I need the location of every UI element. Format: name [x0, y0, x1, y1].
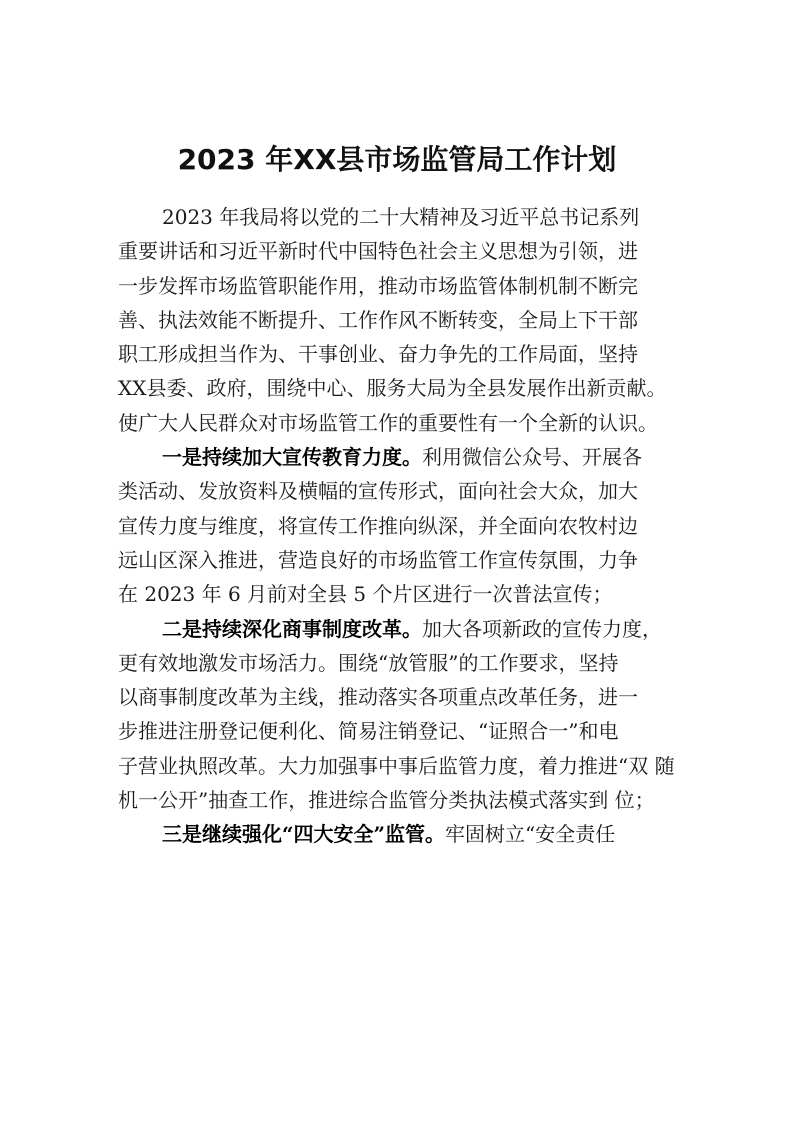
line-text: 以商事制度改革为主线，推动落实各项重点改革任务，进一 — [118, 685, 638, 710]
line-text: XX县委、政府，围绕中心、服务大局为全县发展作出新贡献。 — [118, 376, 667, 401]
line-text: 宣传力度与维度，将宣传工作推向纵深，并全面向农牧村边 — [118, 513, 638, 538]
text-line-p1-2 — [118, 474, 688, 508]
text-line-intro-7 — [118, 406, 688, 440]
line-text: 使广大人民群众对市场监管工作的重要性有一个全新的认识。 — [118, 410, 658, 435]
text-line-p3-1 — [118, 817, 688, 851]
section-heading: 三是继续强化“四大安全”监管。 — [162, 822, 446, 847]
line-text: 类活动、发放资料及横幅的宣传形式，面向社会大众，加大 — [118, 479, 638, 504]
line-text: 善、执法效能不断提升、工作作风不断转变，全局上下干部 — [118, 307, 638, 332]
text-line-intro-1 — [118, 200, 688, 234]
line-text: 一步发挥市场监管职能作用，推动市场监管体制机制不断完 — [118, 273, 638, 298]
text-line-p1-5 — [118, 577, 688, 611]
line-text: 利用微信公众号、开展各 — [422, 445, 642, 470]
text-line-p2-6 — [118, 783, 688, 817]
text-line-p2-5 — [118, 749, 688, 783]
line-text: 重要讲话和习近平新时代中国特色社会主义思想为引领，进 — [118, 239, 638, 264]
line-text: 在 2023 年 6 月前对全县 5 个片区进行一次普法宣传； — [118, 582, 613, 607]
text-line-intro-6 — [118, 371, 688, 405]
text-line-p2-2 — [118, 646, 688, 680]
document-body — [118, 200, 688, 852]
line-text: 职工形成担当作为、干事创业、奋力争先的工作局面，坚持 — [118, 342, 638, 367]
line-text: 步推进注册登记便利化、简易注销登记、“证照合一”和电 — [118, 719, 619, 744]
section-heading: 二是持续深化商事制度改革。 — [162, 616, 422, 641]
text-line-p1-4 — [118, 543, 688, 577]
text-line-intro-3 — [118, 269, 688, 303]
text-line-p2-3 — [118, 680, 688, 714]
line-text: 加大各项新政的宣传力度， — [422, 616, 662, 641]
text-line-intro-2 — [118, 234, 688, 268]
text-line-intro-5 — [118, 337, 688, 371]
text-line-p2-1 — [118, 612, 688, 646]
line-text: 机一公开”抽查工作，推进综合监管分类执法模式落实到 位； — [118, 788, 655, 813]
text-line-p1-3 — [118, 509, 688, 543]
line-text: 子营业执照改革。大力加强事中事后监管力度，着力推进“双 随 — [118, 753, 675, 778]
section-heading: 一是持续加大宣传教育力度。 — [162, 445, 422, 470]
text-line-p2-4 — [118, 714, 688, 748]
text-line-p1-1 — [118, 440, 688, 474]
line-text: 2023 年我局将以党的二十大精神及习近平总书记系列 — [162, 205, 640, 229]
line-text: 远山区深入推进，营造良好的市场监管工作宣传氛围，力争 — [118, 547, 638, 572]
line-text: 更有效地激发市场活力。围绕“放管服”的工作要求，坚持 — [118, 650, 619, 675]
document-title: 2023 年XX县市场监管局工作计划 — [177, 143, 617, 176]
line-text: 牢固树立“安全责任 — [445, 822, 616, 847]
text-line-intro-4 — [118, 303, 688, 337]
